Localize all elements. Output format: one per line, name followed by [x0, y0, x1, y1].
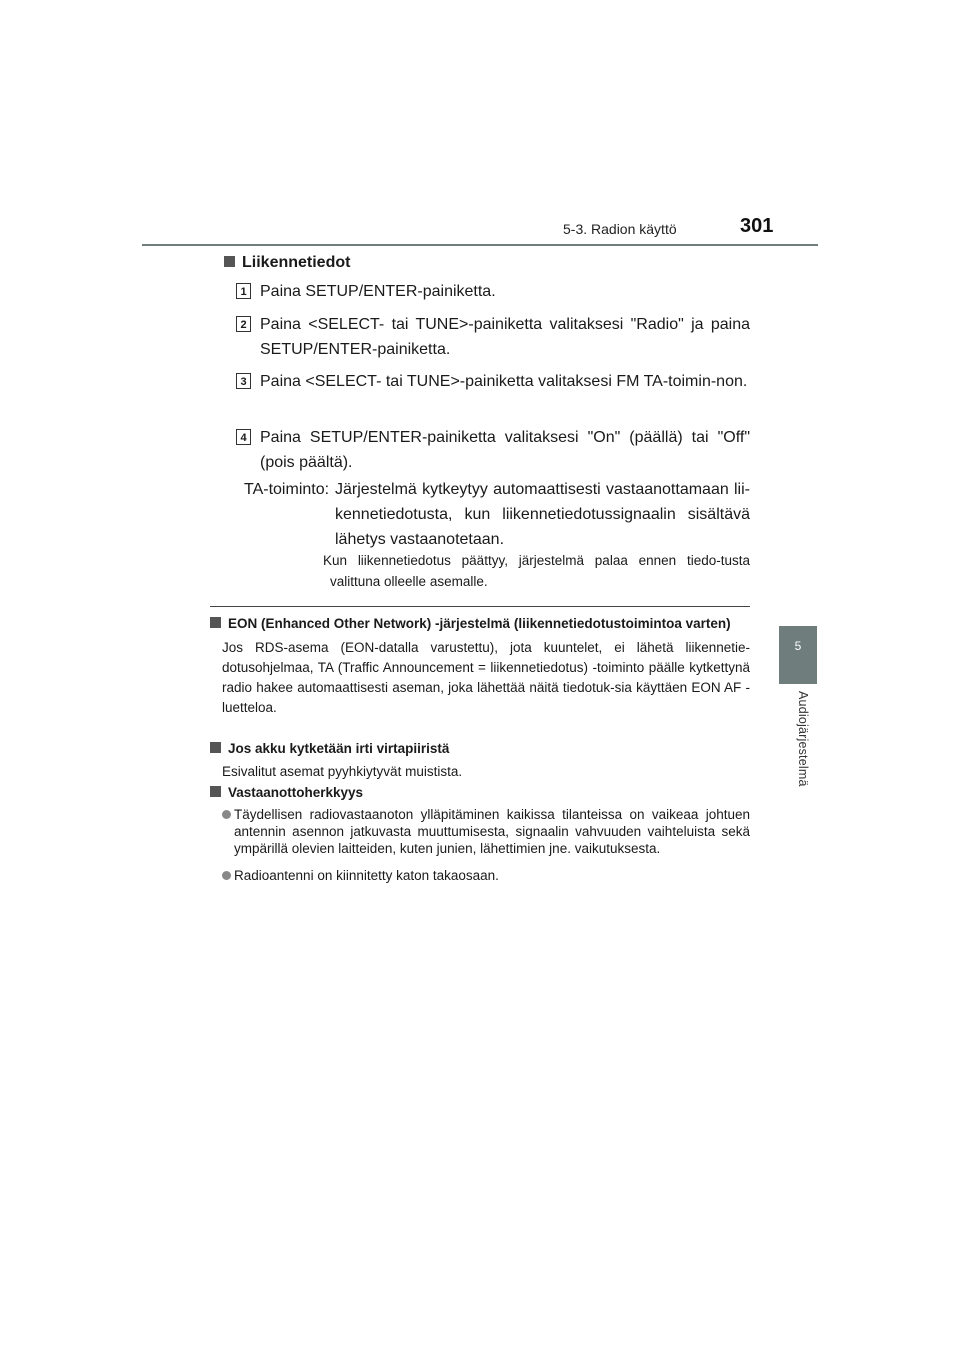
bullet-item [222, 806, 750, 857]
ta-note: Kun liikennetiedotus päättyy, järjestelmä palaa ennen tiedo-tusta valittuna olleelle asemalle. [323, 553, 750, 589]
square-bullet-icon [210, 742, 221, 753]
page-number: 301 [740, 215, 774, 237]
note-title-text: EON (Enhanced Other Network) -järjestelmä (liikennetiedotustoimintoa varten) [228, 616, 731, 631]
bullet-dot-icon [222, 810, 231, 819]
note-body: Esivalitut asemat pyyhkiytyvät muistista. [222, 764, 463, 779]
step-number: 4 [236, 429, 251, 445]
chapter-label: Audiojärjestelmä [796, 691, 810, 787]
note-reception [210, 783, 750, 884]
main-heading [224, 254, 350, 272]
bullet-item [222, 867, 750, 884]
ta-label: TA-toiminto: [244, 481, 330, 498]
bullet-dot-icon [222, 871, 231, 880]
step-4 [236, 425, 750, 475]
step-text: Paina SETUP/ENTER-painiketta valitaksesi "On" (päällä) tai "Off" (pois päältä). [260, 429, 750, 471]
note-title-text: Vastaanottoherkkyys [228, 785, 364, 800]
note-body: Jos RDS-asema (EON-datalla varustettu), jota kuuntelet, ei lähetä liikennetie-dotusohjelmaa, TA (Traffic Announcement = liikennetiedotus) -toiminto päälle kytkettynä radio hakee automaattisesti aseman, joka lähettää näitä tiedotuk-sia käyttäen EON AF -luetteloa. [222, 640, 750, 715]
step-number: 2 [236, 316, 251, 332]
header-divider [142, 244, 818, 246]
step-3 [236, 369, 750, 394]
note-title [210, 614, 750, 634]
chapter-tab: 5 [779, 626, 817, 684]
note-title [210, 739, 750, 759]
note-battery [210, 739, 750, 782]
ta-definition: Järjestelmä kytkeytyy automaattisesti vastaanottamaan lii-kennetiedotusta, kun liikennetiedotussignaalin sisältävä lähetys vastaanotetaan. [335, 481, 750, 548]
square-bullet-icon [210, 617, 221, 628]
step-number: 1 [236, 283, 251, 299]
step-text: Paina SETUP/ENTER-painiketta. [260, 283, 496, 300]
step-1 [236, 279, 750, 304]
ta-definition-row [244, 477, 750, 552]
square-bullet-icon [224, 256, 235, 267]
step-text: Paina <SELECT- tai TUNE>-painiketta valitaksesi FM TA-toimin-non. [260, 373, 748, 390]
note-title-text: Jos akku kytketään irti virtapiiristä [228, 741, 450, 756]
notes-divider [210, 606, 750, 607]
step-2 [236, 312, 750, 362]
step-number: 3 [236, 373, 251, 389]
square-bullet-icon [210, 786, 221, 797]
section-title: 5-3. Radion käyttö [563, 221, 677, 237]
bullet-text: Radioantenni on kiinnitetty katon takaosaan. [234, 868, 499, 883]
note-title [210, 783, 750, 803]
note-eon [210, 614, 750, 718]
step-text: Paina <SELECT- tai TUNE>-painiketta valitaksesi "Radio" ja paina SETUP/ENTER-painiketta. [260, 316, 750, 358]
main-heading-text: Liikennetiedot [242, 254, 351, 271]
bullet-text: Täydellisen radiovastaanoton ylläpitäminen kaikissa tilanteissa on vaikeaa johtuen antennin asennon jatkuvasta muuttumisesta, signaalin vahvuuden vaihteluista sekä ympärillä olevien laitteiden, kuten junien, lähettimien jne. vaikutuksesta. [234, 807, 750, 856]
